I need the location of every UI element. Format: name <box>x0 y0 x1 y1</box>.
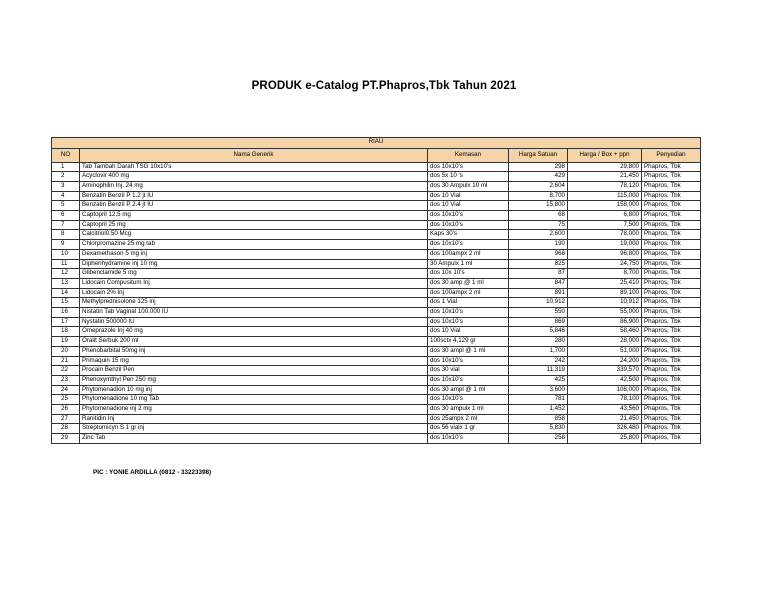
cell-kemasan: dos 10x10's <box>428 375 509 385</box>
cell-nama-generik: Streptomicyn S 1 gr inj <box>80 424 428 434</box>
cell-no: 3 <box>52 181 80 191</box>
cell-harga-satuan: 242 <box>509 356 568 366</box>
cell-harga-satuan: 1,452 <box>509 405 568 415</box>
cell-penyedia: Phapros, Tbk <box>642 414 701 424</box>
cell-harga-box: 28,000 <box>568 337 642 347</box>
cell-penyedia: Phapros, Tbk <box>642 211 701 221</box>
cell-harga-satuan: 550 <box>509 308 568 318</box>
table-row <box>52 385 701 395</box>
document-title: PRODUK e-Catalog PT.Phapros,Tbk Tahun 2021 <box>251 80 517 92</box>
cell-no: 18 <box>52 327 80 337</box>
header-penyedia: Penyedian <box>642 148 701 162</box>
cell-nama-generik: Oralit Serbuk 200 ml <box>80 337 428 347</box>
cell-harga-satuan: 3,600 <box>509 385 568 395</box>
cell-harga-satuan: 10,912 <box>509 298 568 308</box>
table-row <box>52 249 701 259</box>
cell-kemasan: dos 100ampx 2 ml <box>428 288 509 298</box>
cell-penyedia: Phapros, Tbk <box>642 395 701 405</box>
cell-no: 8 <box>52 230 80 240</box>
cell-penyedia: Phapros, Tbk <box>642 308 701 318</box>
cell-penyedia: Phapros, Tbk <box>642 346 701 356</box>
cell-no: 1 <box>52 162 80 172</box>
cell-harga-box: 24,200 <box>568 356 642 366</box>
table-row <box>52 220 701 230</box>
cell-harga-satuan: 11,319 <box>509 366 568 376</box>
cell-no: 23 <box>52 375 80 385</box>
cell-harga-satuan: 280 <box>509 337 568 347</box>
cell-nama-generik: Zinc Tab <box>80 434 428 444</box>
cell-nama-generik: Omeprazole Inj 40 mg <box>80 327 428 337</box>
table-row <box>52 172 701 182</box>
table-row <box>52 375 701 385</box>
cell-kemasan: dos 1 Vial <box>428 298 509 308</box>
cell-kemasan: dos 10 Vial <box>428 327 509 337</box>
cell-harga-box: 86,900 <box>568 317 642 327</box>
cell-harga-satuan: 5,846 <box>509 327 568 337</box>
cell-nama-generik: Phytomenadione inj 2 mg <box>80 405 428 415</box>
cell-penyedia: Phapros, Tbk <box>642 162 701 172</box>
cell-penyedia: Phapros, Tbk <box>642 230 701 240</box>
table-row <box>52 317 701 327</box>
cell-kemasan: dos 10x10's <box>428 211 509 221</box>
cell-no: 19 <box>52 337 80 347</box>
table-row <box>52 278 701 288</box>
cell-penyedia: Phapros, Tbk <box>642 181 701 191</box>
cell-kemasan: dos 25ampx 2 ml <box>428 414 509 424</box>
table-row <box>52 191 701 201</box>
cell-harga-box: 58,460 <box>568 327 642 337</box>
cell-kemasan: dos 10x10's <box>428 395 509 405</box>
cell-kemasan: dos 10x10's <box>428 220 509 230</box>
cell-penyedia: Phapros, Tbk <box>642 434 701 444</box>
cell-nama-generik: Dexamethason 5 mg inj <box>80 249 428 259</box>
cell-no: 22 <box>52 366 80 376</box>
cell-kemasan: dos 30 vial <box>428 366 509 376</box>
cell-no: 28 <box>52 424 80 434</box>
cell-penyedia: Phapros, Tbk <box>642 327 701 337</box>
table-row <box>52 211 701 221</box>
cell-no: 16 <box>52 308 80 318</box>
cell-nama-generik: Benzatin Benzil P 1.2 jt IU <box>80 191 428 201</box>
cell-harga-satuan: 2,600 <box>509 230 568 240</box>
cell-nama-generik: Nistatin Tab Vaginal 100.000 IU <box>80 308 428 318</box>
cell-kemasan: 30 Ampulx 1 ml <box>428 259 509 269</box>
cell-nama-generik: Acyclovir 400 mg <box>80 172 428 182</box>
cell-nama-generik: Nystatin 500000 IU <box>80 317 428 327</box>
table-row <box>52 240 701 250</box>
cell-harga-satuan: 825 <box>509 259 568 269</box>
cell-nama-generik: Primaquin 15 mg <box>80 356 428 366</box>
cell-harga-box: 25,800 <box>568 434 642 444</box>
cell-nama-generik: Phytomenadione 10 mg Tab <box>80 395 428 405</box>
cell-harga-satuan: 429 <box>509 172 568 182</box>
cell-harga-box: 326,480 <box>568 424 642 434</box>
cell-harga-satuan: 891 <box>509 288 568 298</box>
table-row <box>52 259 701 269</box>
cell-penyedia: Phapros, Tbk <box>642 172 701 182</box>
cell-harga-satuan: 75 <box>509 220 568 230</box>
cell-kemasan: dos 30 amp @ 1 ml <box>428 278 509 288</box>
header-nama-generik: Nama Generik <box>80 148 428 162</box>
cell-no: 20 <box>52 346 80 356</box>
table-row <box>52 327 701 337</box>
cell-harga-satuan: 425 <box>509 375 568 385</box>
cell-kemasan: dos 10x10's <box>428 240 509 250</box>
cell-no: 11 <box>52 259 80 269</box>
cell-no: 5 <box>52 201 80 211</box>
cell-kemasan: dos 100ampx 2 ml <box>428 249 509 259</box>
cell-kemasan: dos 10x10's <box>428 434 509 444</box>
cell-harga-box: 108,000 <box>568 385 642 395</box>
region-label: RIAU <box>52 138 701 149</box>
cell-kemasan: dos 10x 10's <box>428 269 509 279</box>
cell-harga-box: 78,000 <box>568 230 642 240</box>
pic-contact: PIC : YONIE ARDILLA (0812 - 33223398) <box>93 469 212 476</box>
cell-kemasan: dos 10 Vial <box>428 191 509 201</box>
cell-nama-generik: Tab Tambah Darah TSG 10x10's <box>80 162 428 172</box>
cell-penyedia: Phapros, Tbk <box>642 337 701 347</box>
cell-kemasan: dos 5x 10 's <box>428 172 509 182</box>
cell-harga-satuan: 1,700 <box>509 346 568 356</box>
cell-no: 14 <box>52 288 80 298</box>
table-row <box>52 395 701 405</box>
cell-no: 2 <box>52 172 80 182</box>
cell-nama-generik: Methylprednisolone 125 inj <box>80 298 428 308</box>
product-table <box>51 137 701 444</box>
table-row <box>52 201 701 211</box>
cell-nama-generik: Lidocain 2% Inj <box>80 288 428 298</box>
cell-harga-satuan: 847 <box>509 278 568 288</box>
cell-harga-box: 6,800 <box>568 211 642 221</box>
cell-harga-satuan: 5,830 <box>509 424 568 434</box>
cell-kemasan: dos 10 Vial <box>428 201 509 211</box>
cell-kemasan: 100sctx 4,129 gr <box>428 337 509 347</box>
table-row <box>52 434 701 444</box>
cell-nama-generik: Aminophilin Inj. 24 mg <box>80 181 428 191</box>
table-row <box>52 308 701 318</box>
cell-harga-box: 7,500 <box>568 220 642 230</box>
cell-nama-generik: Phytomenadion 10 mg inj <box>80 385 428 395</box>
table-row <box>52 181 701 191</box>
cell-no: 26 <box>52 405 80 415</box>
cell-no: 29 <box>52 434 80 444</box>
cell-no: 15 <box>52 298 80 308</box>
cell-harga-box: 25,410 <box>568 278 642 288</box>
cell-penyedia: Phapros, Tbk <box>642 191 701 201</box>
cell-kemasan: Kaps 30's <box>428 230 509 240</box>
cell-harga-box: 8,700 <box>568 269 642 279</box>
cell-no: 24 <box>52 385 80 395</box>
cell-harga-satuan: 968 <box>509 249 568 259</box>
cell-no: 21 <box>52 356 80 366</box>
header-no: NO <box>52 148 80 162</box>
cell-harga-box: 43,560 <box>568 405 642 415</box>
cell-kemasan: dos 10x10's <box>428 317 509 327</box>
cell-penyedia: Phapros, Tbk <box>642 298 701 308</box>
cell-penyedia: Phapros, Tbk <box>642 269 701 279</box>
cell-harga-box: 96,800 <box>568 249 642 259</box>
cell-harga-satuan: 87 <box>509 269 568 279</box>
cell-harga-satuan: 8,700 <box>509 191 568 201</box>
cell-penyedia: Phapros, Tbk <box>642 259 701 269</box>
cell-kemasan: dos 56 vialx 1 gr <box>428 424 509 434</box>
cell-penyedia: Phapros, Tbk <box>642 375 701 385</box>
table-row <box>52 298 701 308</box>
cell-harga-box: 24,750 <box>568 259 642 269</box>
cell-no: 10 <box>52 249 80 259</box>
cell-harga-box: 42,500 <box>568 375 642 385</box>
region-row <box>52 138 701 149</box>
table-row <box>52 356 701 366</box>
cell-harga-box: 10,912 <box>568 298 642 308</box>
cell-harga-satuan: 858 <box>509 414 568 424</box>
cell-nama-generik: Phenoxymthyl Pen 250 mg <box>80 375 428 385</box>
cell-harga-box: 158,000 <box>568 201 642 211</box>
table-row <box>52 366 701 376</box>
cell-nama-generik: Ranitidin Inj <box>80 414 428 424</box>
cell-harga-satuan: 68 <box>509 211 568 221</box>
cell-kemasan: dos 30 Ampulx 10 ml <box>428 181 509 191</box>
cell-no: 9 <box>52 240 80 250</box>
cell-kemasan: dos 30 ampl @ 1 ml <box>428 346 509 356</box>
cell-harga-satuan: 781 <box>509 395 568 405</box>
cell-penyedia: Phapros, Tbk <box>642 424 701 434</box>
cell-nama-generik: Captopril 12,5 mg <box>80 211 428 221</box>
cell-penyedia: Phapros, Tbk <box>642 249 701 259</box>
cell-penyedia: Phapros, Tbk <box>642 385 701 395</box>
cell-no: 12 <box>52 269 80 279</box>
cell-harga-satuan: 190 <box>509 240 568 250</box>
cell-kemasan: dos 10x10's <box>428 356 509 366</box>
cell-no: 4 <box>52 191 80 201</box>
cell-nama-generik: Benzatin Benzil P 2.4 jt IU <box>80 201 428 211</box>
cell-harga-box: 21,450 <box>568 414 642 424</box>
cell-no: 27 <box>52 414 80 424</box>
cell-nama-generik: Phenobarbital 50mg inj <box>80 346 428 356</box>
cell-nama-generik: Procain Benzil Pen <box>80 366 428 376</box>
cell-nama-generik: Glibenclamide 5 mg <box>80 269 428 279</box>
cell-kemasan: dos 10x10's <box>428 308 509 318</box>
table-row <box>52 288 701 298</box>
cell-kemasan: dos 30 ampl @ 1 ml <box>428 385 509 395</box>
table-row <box>52 414 701 424</box>
cell-no: 25 <box>52 395 80 405</box>
cell-harga-box: 78,120 <box>568 181 642 191</box>
cell-harga-satuan: 2,604 <box>509 181 568 191</box>
table-row <box>52 230 701 240</box>
cell-kemasan: dos 30 ampulx 1 ml <box>428 405 509 415</box>
cell-penyedia: Phapros, Tbk <box>642 366 701 376</box>
cell-harga-box: 55,000 <box>568 308 642 318</box>
table-row <box>52 162 701 172</box>
cell-harga-box: 51,000 <box>568 346 642 356</box>
header-row <box>52 148 701 162</box>
cell-penyedia: Phapros, Tbk <box>642 288 701 298</box>
cell-harga-satuan: 298 <box>509 162 568 172</box>
cell-harga-box: 21,450 <box>568 172 642 182</box>
table-row <box>52 424 701 434</box>
cell-harga-box: 19,000 <box>568 240 642 250</box>
cell-harga-satuan: 15,800 <box>509 201 568 211</box>
table-row <box>52 337 701 347</box>
cell-penyedia: Phapros, Tbk <box>642 201 701 211</box>
cell-penyedia: Phapros, Tbk <box>642 278 701 288</box>
header-harga-satuan: Harga Satuan <box>509 148 568 162</box>
cell-penyedia: Phapros, Tbk <box>642 405 701 415</box>
cell-no: 6 <box>52 211 80 221</box>
cell-no: 17 <box>52 317 80 327</box>
cell-harga-box: 89,100 <box>568 288 642 298</box>
cell-penyedia: Phapros, Tbk <box>642 317 701 327</box>
cell-harga-box: 339,570 <box>568 366 642 376</box>
cell-harga-satuan: 258 <box>509 434 568 444</box>
header-harga-box: Harga / Box + ppn <box>568 148 642 162</box>
header-kemasan: Kemasan <box>428 148 509 162</box>
cell-harga-box: 29,800 <box>568 162 642 172</box>
cell-harga-satuan: 869 <box>509 317 568 327</box>
table-row <box>52 346 701 356</box>
cell-penyedia: Phapros, Tbk <box>642 240 701 250</box>
cell-harga-box: 115,000 <box>568 191 642 201</box>
table-row <box>52 405 701 415</box>
cell-nama-generik: Diphenhydramine inj 10 mg <box>80 259 428 269</box>
cell-nama-generik: Captopril 25 mg <box>80 220 428 230</box>
cell-no: 13 <box>52 278 80 288</box>
cell-kemasan: dos 10x10's <box>428 162 509 172</box>
table-row <box>52 269 701 279</box>
cell-harga-box: 78,100 <box>568 395 642 405</box>
cell-nama-generik: Chlorpromazine 25 mg tab <box>80 240 428 250</box>
cell-nama-generik: Calcitriol0.50 Mcg <box>80 230 428 240</box>
cell-no: 7 <box>52 220 80 230</box>
cell-nama-generik: Lidocain Compusitum Inj <box>80 278 428 288</box>
cell-penyedia: Phapros, Tbk <box>642 356 701 366</box>
cell-penyedia: Phapros, Tbk <box>642 220 701 230</box>
